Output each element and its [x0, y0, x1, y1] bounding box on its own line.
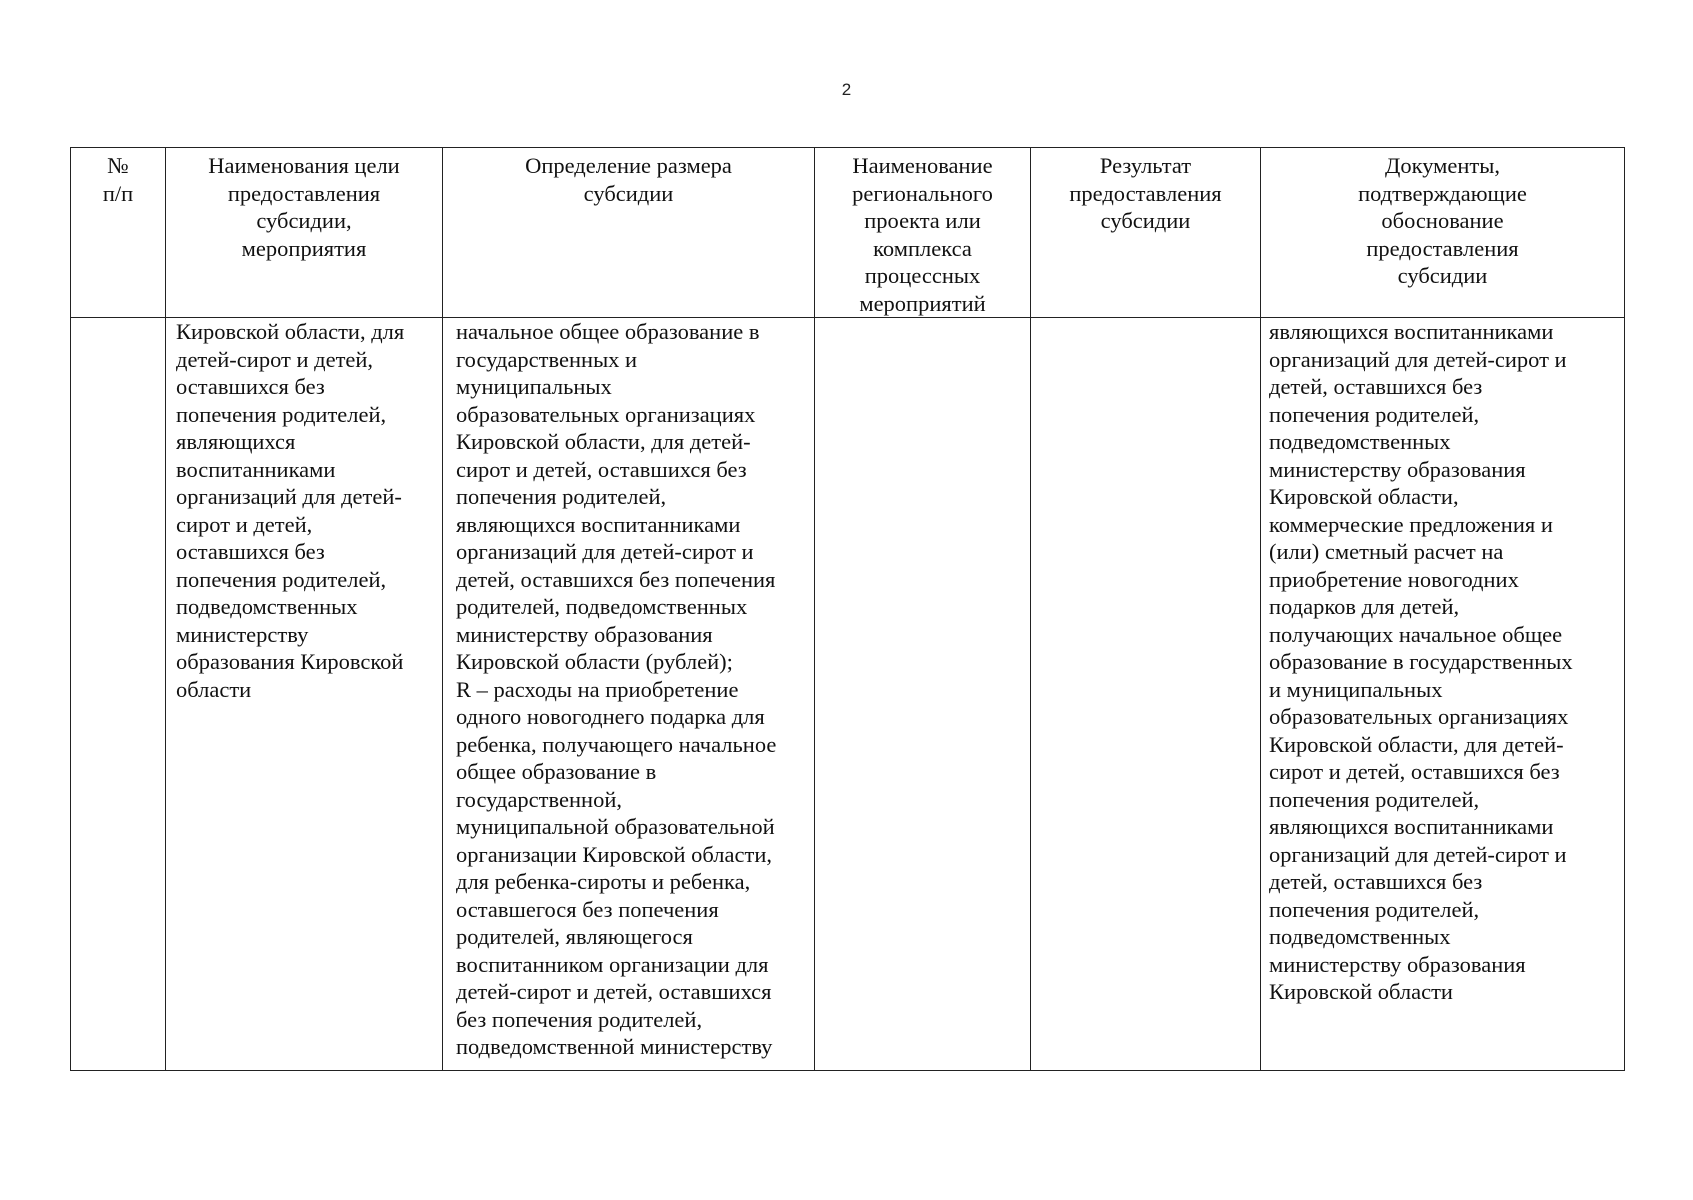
header-number [71, 148, 166, 318]
subsidy-table [70, 147, 1625, 1071]
header-project-text: Наименование регионального проекта или комплекса процессных мероприятий [852, 153, 993, 316]
header-project [815, 148, 1031, 318]
cell-number [71, 318, 166, 1071]
header-calculation [443, 148, 815, 318]
cell-documents [1261, 318, 1625, 1071]
cell-goal [166, 318, 443, 1071]
header-result [1031, 148, 1261, 318]
cell-calculation [443, 318, 815, 1071]
table-header-row [71, 148, 1625, 318]
cell-result [1031, 318, 1261, 1071]
cell-documents-text: являющихся воспитанниками организаций для детей-сирот и детей, оставшихся без попечения родителей, подведомственных министерству образования Кировской области, коммерческие предложения и (или) сметный расчет на приобретение новогодних подарков для детей, получающих начальное общее образование в государственных и муниципальных образовательных организациях Кировской области, для детей- сирот и детей, оставшихся без попечения родителей, являющихся воспитанниками организаций для детей-сирот и детей, оставшихся без попечения родителей, подведомственных министерству образования Кировской области [1269, 319, 1573, 1004]
header-calculation-text: Определение размера субсидии [525, 153, 732, 206]
header-result-text: Результат предоставления субсидии [1069, 153, 1222, 233]
cell-calculation-text: начальное общее образование в государственных и муниципальных образовательных организациях Кировской области, для детей- сирот и детей, оставшихся без попечения родителей, являющихся воспитанниками организаций для детей-сирот и детей, оставшихся без попечения родителей, подведомственных министерству образования Кировской области (рублей); R – расходы на приобретение одного новогоднего подарка для ребенка, получающего начальное общее образование в государственной, муниципальной образовательной организации Кировской области, для ребенка-сироты и ребенка, оставшегося без попечения родителей, являющегося воспитанником организации для детей-сирот и детей, оставшихся без попечения родителей, подведомственной министерству [456, 319, 777, 1059]
header-number-text: № п/п [102, 153, 134, 206]
cell-project [815, 318, 1031, 1071]
header-documents-text: Документы, подтверждающие обоснование предоставления субсидии [1358, 153, 1527, 288]
page-number: 2 [841, 80, 852, 99]
header-goal [166, 148, 443, 318]
table-row [71, 318, 1625, 1071]
header-goal-text: Наименования цели предоставления субсидии, мероприятия [208, 153, 400, 261]
header-documents [1261, 148, 1625, 318]
cell-goal-text: Кировской области, для детей-сирот и детей, оставшихся без попечения родителей, являющихся воспитанниками организаций для детей- сирот и детей, оставшихся без попечения родителей, подведомственных министерству образования Кировской области [176, 319, 405, 702]
